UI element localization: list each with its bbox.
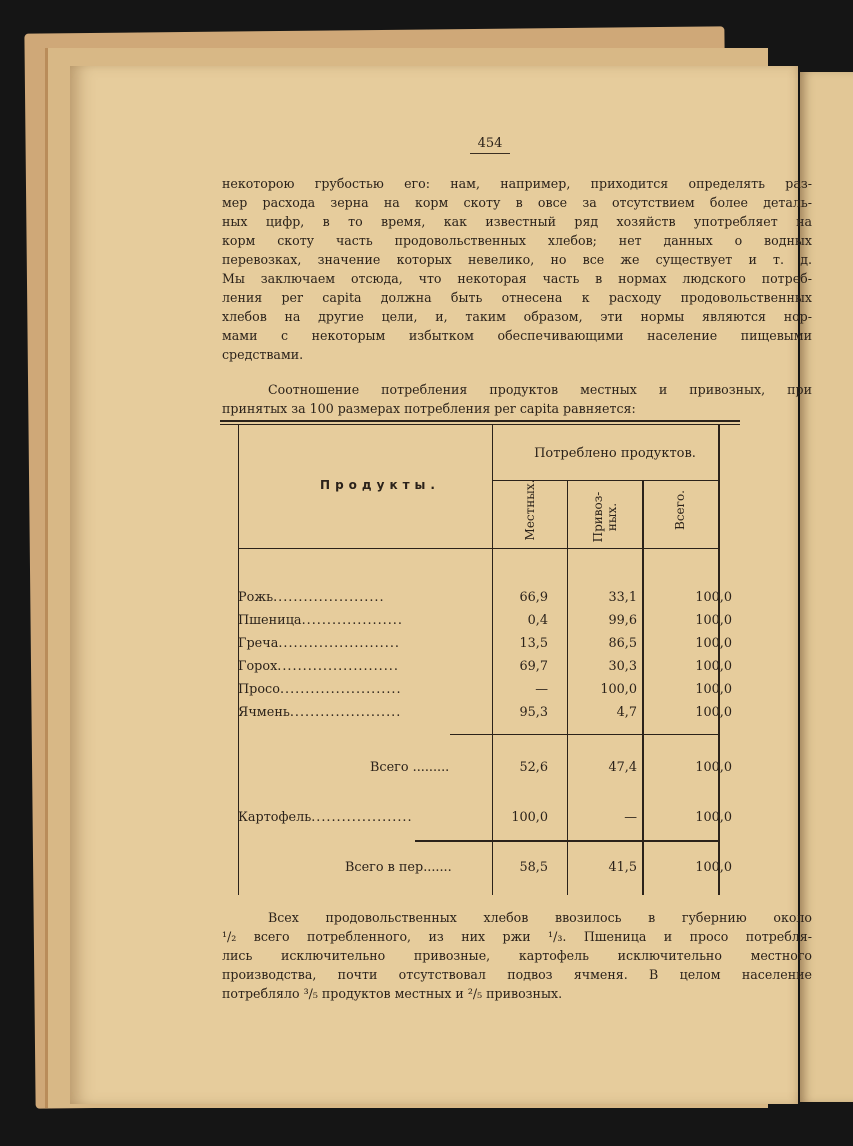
row-name: Горох xyxy=(238,659,278,674)
leader-dots: ......... xyxy=(412,760,450,775)
leader-dots: ........................ xyxy=(277,659,399,674)
table-row xyxy=(220,636,812,656)
text-line: корм скоту часть продовольственных хлебов; нет данных о водных xyxy=(222,233,812,248)
cell-local: 69,7 xyxy=(519,659,548,674)
table-row xyxy=(220,810,812,830)
text-line: лись исключительно привозные, картофель исключительно местного xyxy=(222,948,812,963)
leader-dots: ...................... xyxy=(273,590,385,605)
grand-total-row xyxy=(220,860,812,880)
row-name: Пшеница xyxy=(238,613,302,628)
book-page xyxy=(70,66,812,1104)
leader-dots: .................... xyxy=(301,613,403,628)
table-row xyxy=(220,613,812,633)
cell-total: 100,0 xyxy=(695,705,732,720)
text-line: ных цифр, в то время, как известный ряд хозяйств употребляет на xyxy=(222,214,812,229)
paragraph-1 xyxy=(222,174,812,364)
consumption-table xyxy=(220,420,812,900)
header-imported: Привоз- ных. xyxy=(591,491,619,543)
row-name: Просо xyxy=(238,682,280,697)
paragraph-3 xyxy=(222,908,812,1003)
grand-total-rule xyxy=(415,840,720,842)
text-line: ления per capita должна быть отнесена к расходу продовольственных xyxy=(222,290,812,305)
cell-imported: 100,0 xyxy=(600,682,637,697)
text-line: Соотношение потребления продуктов местных и привозных, при xyxy=(268,382,812,397)
cell-total: 100,0 xyxy=(695,636,732,651)
grand-total-label: Всего в пер xyxy=(345,860,424,875)
cell-local: 100,0 xyxy=(511,810,548,825)
cell-total: 100,0 xyxy=(695,613,732,628)
text-line: Всех продовольственных хлебов ввозилось в губернию около xyxy=(268,910,812,925)
cell-local: 13,5 xyxy=(519,636,548,651)
cell-total: 100,0 xyxy=(695,810,732,825)
row-name: Ячмень xyxy=(238,705,290,720)
cell-total: 100,0 xyxy=(695,590,732,605)
cell-imported: 47,4 xyxy=(608,760,637,775)
subtotal-label: Всего xyxy=(370,760,409,775)
leader-dots: ....... xyxy=(423,860,452,875)
table-top-rule-thin xyxy=(220,424,740,425)
cell-imported: 4,7 xyxy=(616,705,637,720)
text-line: мер расхода зерна на корм скоту в овсе за отсутствием более деталь- xyxy=(222,195,812,210)
cell-local: 95,3 xyxy=(519,705,548,720)
cell-imported: 41,5 xyxy=(608,860,637,875)
text-line: перевозках, значение которых невелико, но все же существует и т. д. xyxy=(222,252,812,267)
text-line: производства, почти отсутствовал подвоз ячменя. В целом население xyxy=(222,967,812,982)
table-row xyxy=(220,682,812,702)
row-name: Греча xyxy=(238,636,279,651)
cell-local: 0,4 xyxy=(527,613,548,628)
text-line: потребляло ³/₅ продуктов местных и ²/₅ привозных. xyxy=(222,986,563,1001)
cell-total: 100,0 xyxy=(695,682,732,697)
cell-imported: 86,5 xyxy=(608,636,637,651)
cell-imported: — xyxy=(624,810,637,825)
cell-local: 66,9 xyxy=(519,590,548,605)
cell-total: 100,0 xyxy=(695,760,732,775)
cell-local: 58,5 xyxy=(519,860,548,875)
table-row xyxy=(220,659,812,679)
cell-imported: 99,6 xyxy=(608,613,637,628)
leader-dots: ...................... xyxy=(289,705,402,720)
leader-dots: ........................ xyxy=(278,636,400,651)
subtotal-rule xyxy=(450,734,720,735)
leader-dots: .................... xyxy=(311,810,413,825)
table-row xyxy=(220,705,812,725)
cell-total: 100,0 xyxy=(695,860,732,875)
paragraph-2 xyxy=(222,380,812,418)
text-line: хлебов на другие цели, и, таким образом, эти нормы являются нор- xyxy=(222,309,812,324)
page-number: 454 xyxy=(470,136,510,154)
cell-local: — xyxy=(535,682,548,697)
cell-imported: 33,1 xyxy=(608,590,637,605)
table-top-rule xyxy=(220,420,740,422)
header-bottom-rule xyxy=(238,548,720,549)
table-row xyxy=(220,590,812,610)
text-line: ¹/₂ всего потребленного, из них ржи ¹/₃. Пшеница и просо потребля- xyxy=(222,929,812,944)
subtotal-row xyxy=(220,760,812,780)
row-name: Картофель xyxy=(238,810,312,825)
cell-local: 52,6 xyxy=(519,760,548,775)
row-name: Рожь xyxy=(238,590,274,605)
header-products: Продукты. xyxy=(320,478,440,492)
header-total: Всего. xyxy=(673,490,687,530)
text-line: некоторою грубостью его: нам, например, приходится определять раз- xyxy=(222,176,812,191)
header-local: Местных. xyxy=(523,479,537,541)
text-line: принятых за 100 размерах потребления per capita равняется: xyxy=(222,401,636,416)
leader-dots: ........................ xyxy=(279,682,402,697)
text-line: средствами. xyxy=(222,347,304,362)
text-line: Мы заключаем отсюда, что некоторая часть в нормах людского потреб- xyxy=(222,271,812,286)
cell-total: 100,0 xyxy=(695,659,732,674)
text-line: мами с некоторым избытком обеспечивающими население пищевыми xyxy=(222,328,812,343)
header-consumed: Потреблено продуктов. xyxy=(534,446,696,461)
cell-imported: 30,3 xyxy=(608,659,637,674)
